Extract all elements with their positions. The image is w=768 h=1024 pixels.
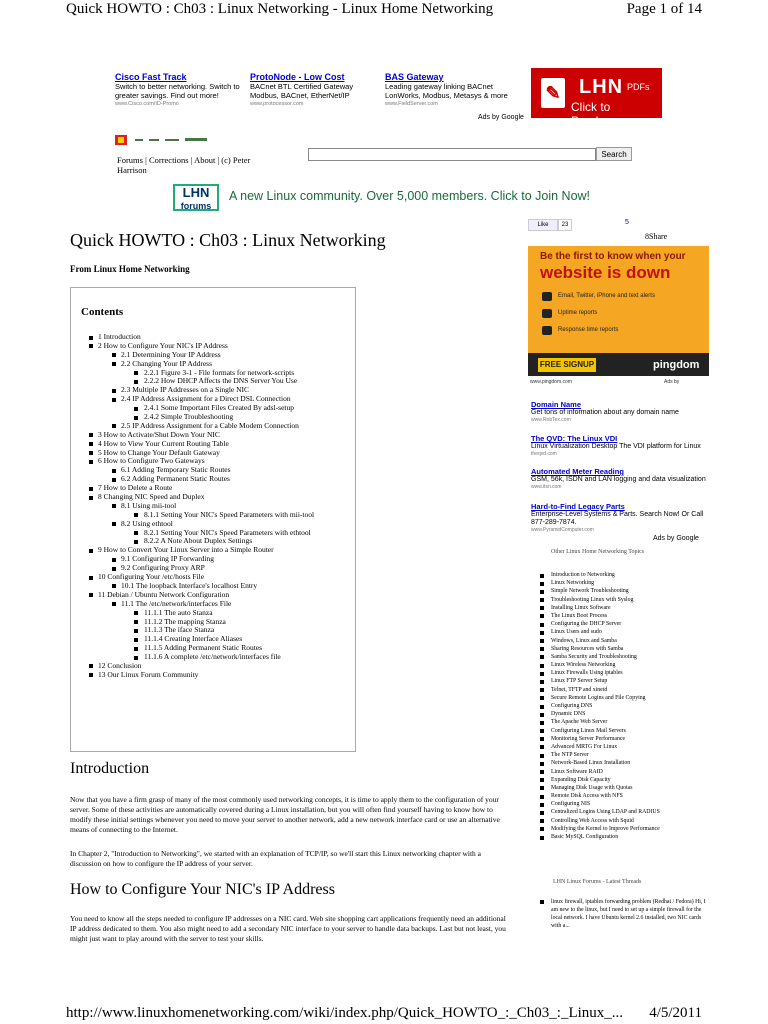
- toc-item[interactable]: 4 How to View Your Current Routing Table: [71, 440, 355, 449]
- print-footer-date: 4/5/2011: [649, 1005, 702, 1021]
- pingdom-line1: Be the first to know when your: [540, 251, 686, 262]
- forum-thread[interactable]: linux firewall, iptables forwarding problem (Redhat / Fedora) Hi, I am new to the linux, but I need to set up a simple firewall for the local network. I have Ubuntu kernel 2.6 installed, two NIC cards with a...: [540, 898, 711, 930]
- pingdom-ads-by: Ads by: [664, 379, 680, 385]
- free-signup-button[interactable]: FREE SIGNUP: [538, 358, 596, 372]
- topic-link[interactable]: Advanced MRTG For Linux: [540, 743, 720, 751]
- topic-link[interactable]: Linux Networking: [540, 579, 720, 587]
- side-ad-text: Get tons of information about any domain name: [531, 409, 679, 416]
- pingdom-logo: pingdom: [653, 359, 700, 371]
- topic-link[interactable]: Secure Remote Logins and File Copying: [540, 694, 720, 702]
- ad-url: www.Cisco.com/ID-Promo: [115, 101, 179, 107]
- toc-item[interactable]: 12 Conclusion: [71, 662, 355, 671]
- side-ad-1[interactable]: [531, 400, 711, 423]
- side-ad-url: www.PyramidComputer.com: [531, 527, 594, 534]
- topic-link[interactable]: Introduction to Networking: [540, 571, 720, 579]
- threads-title: LHN Linux Forums - Latest Threads: [553, 879, 642, 885]
- nav-forums[interactable]: Forums: [117, 155, 143, 165]
- topic-link[interactable]: Linux Software RAID: [540, 768, 720, 776]
- toc-item[interactable]: 8.1 Using mii-tool: [71, 502, 355, 511]
- side-ad-url: theqvd.com: [531, 451, 557, 458]
- side-ad-title[interactable]: Domain Name: [531, 400, 582, 409]
- topic-link[interactable]: Monitoring Server Performance: [540, 735, 720, 743]
- toc-item[interactable]: 2.3 Multiple IP Addresses on a Single NIC: [71, 386, 355, 395]
- toc-item[interactable]: 1 Introduction: [71, 333, 355, 342]
- nav-about[interactable]: About: [194, 155, 216, 165]
- share-count[interactable]: 5: [625, 219, 629, 226]
- side-ad-text: Linux Virtualization Desktop The VDI platform for Linux: [531, 443, 701, 450]
- topic-link[interactable]: Centralized Logins Using LDAP and RADIUS: [540, 808, 720, 816]
- ad-text: BACnet BTL Certified Gateway Modbus, BACnet, EtherNet/IP: [250, 82, 354, 100]
- side-ad-3[interactable]: [531, 467, 711, 490]
- site-logo[interactable]: [115, 133, 255, 147]
- toc-item[interactable]: 2.2.2 How DHCP Affects the DNS Server You Use: [71, 377, 355, 386]
- share-label[interactable]: 8Share: [645, 232, 668, 241]
- side-ad-url: www.RobTex.com: [531, 417, 571, 424]
- pingdom-urls: [530, 379, 711, 385]
- nav-separator: |: [188, 155, 195, 165]
- toc-item[interactable]: 9.2 Configuring Proxy ARP: [71, 564, 355, 573]
- intro-heading: Introduction: [70, 760, 150, 777]
- topic-link[interactable]: Sharing Resources with Samba: [540, 645, 720, 653]
- topic-link[interactable]: Configuring NIS: [540, 800, 720, 808]
- topic-link[interactable]: Controlling Web Access with Squid: [540, 817, 720, 825]
- ads-by-google[interactable]: Ads by Google: [653, 535, 699, 542]
- topic-link[interactable]: Installing Linux Software: [540, 604, 720, 612]
- topic-link[interactable]: Samba Security and Troubleshooting: [540, 653, 720, 661]
- config-paragraph-1: You need to know all the steps needed to configure IP addresses on a NIC card. Web site shopping cart applications frequently need an additional IP address dedicated to them. You also might need to add a secondary NIC interface to your server to handle data backups. Last but not least, you might just want to play around with the server to test your skills.: [70, 914, 506, 943]
- side-ad-title[interactable]: Hard-to-Find Legacy Parts: [531, 502, 625, 511]
- toc-item[interactable]: 9.1 Configuring IP Forwarding: [71, 555, 355, 564]
- topics-title: Other Linux Home Networking Topics: [551, 549, 645, 555]
- side-ad-text: Enterprise-Level Systems & Parts. Search Now! Or Call 877-289-7874.: [531, 511, 704, 527]
- phone-icon: [542, 292, 552, 301]
- search-input[interactable]: [308, 148, 596, 161]
- topic-link[interactable]: Configuring the DHCP Server: [540, 620, 720, 628]
- lhn-forums-logo: [173, 184, 219, 211]
- ad-url: www.protocessor.com: [250, 101, 304, 107]
- topic-link[interactable]: Basic MySQL Configuration: [540, 833, 720, 841]
- pingdom-url: www.pingdom.com: [530, 379, 572, 385]
- toc-item[interactable]: 10.1 The loopback Interface's localhost Entry: [71, 582, 355, 591]
- toc-item[interactable]: 2.4.1 Some Important Files Created By adsl-setup: [71, 404, 355, 413]
- toc-item[interactable]: 3 How to Activate/Shut Down Your NIC: [71, 431, 355, 440]
- toc-item[interactable]: 7 How to Delete a Route: [71, 484, 355, 493]
- page-subtitle: From Linux Home Networking: [70, 264, 190, 274]
- toc-item[interactable]: 2 How to Configure Your NIC's IP Address: [71, 342, 355, 351]
- topics-list: [540, 571, 720, 841]
- toc-item[interactable]: 8.2.2 A Note About Duplex Settings: [71, 537, 355, 546]
- topic-link[interactable]: Windows, Linux and Samba: [540, 637, 720, 645]
- toc-item[interactable]: 6.1 Adding Temporary Static Routes: [71, 466, 355, 475]
- side-ad-2[interactable]: [531, 434, 711, 457]
- pdf-purchase-ad[interactable]: [531, 68, 662, 128]
- side-ad-title[interactable]: Automated Meter Reading: [531, 467, 624, 476]
- topic-link[interactable]: Remote Disk Access with NFS: [540, 792, 720, 800]
- toc-item[interactable]: 6.2 Adding Permanent Static Routes: [71, 475, 355, 484]
- topic-link[interactable]: Troubleshooting Linux with Syslog: [540, 596, 720, 604]
- toc-item[interactable]: 11.1.2 The mapping Stanza: [71, 618, 355, 627]
- toc-list: [71, 333, 355, 680]
- toc-item[interactable]: 6 How to Configure Two Gateways: [71, 457, 355, 466]
- topic-link[interactable]: Linux Users and sudo: [540, 628, 720, 636]
- intro-paragraph-1: Now that you have a firm grasp of many of the most commonly used networking concepts, it is time to apply them to the configuration of your server. Some of these activities are automatically covered during a Linux installation, but you will often find yourself having to know how to modify these initial settings whenever you need to move your server to another network, add a new network interface card or use an alternative means of connecting to the Internet.: [70, 795, 500, 834]
- print-header-page: Page 1 of 14: [626, 1, 702, 17]
- table-of-contents: [70, 287, 356, 752]
- toc-item[interactable]: 8.2 Using ethtool: [71, 520, 355, 529]
- config-heading: How to Configure Your NIC's IP Address: [70, 881, 335, 898]
- search-button[interactable]: Search: [596, 147, 632, 161]
- topic-link[interactable]: Telnet, TFTP and xinetd: [540, 686, 720, 694]
- topic-link[interactable]: Linux Firewalls Using iptables: [540, 669, 720, 677]
- pingdom-feature: Uptime reports: [558, 310, 598, 316]
- like-button[interactable]: Like: [528, 219, 558, 231]
- toc-item[interactable]: 8.2.1 Setting Your NIC's Speed Parameters with ethtool: [71, 529, 355, 538]
- gauge-icon: [542, 326, 552, 335]
- toc-item[interactable]: 9 How to Convert Your Linux Server into a Simple Router: [71, 546, 355, 555]
- top-ad-1[interactable]: [115, 72, 243, 107]
- toc-item[interactable]: 11.1.3 The iface Stanza: [71, 626, 355, 635]
- topic-link[interactable]: Dynamic DNS: [540, 710, 720, 718]
- banner-logo-top: LHN: [182, 185, 210, 200]
- pdf-ad-brand: LHN: [579, 76, 624, 98]
- toc-item[interactable]: 2.4 IP Address Assignment for a Direct DSL Connection: [71, 395, 355, 404]
- topic-link[interactable]: The NTP Server: [540, 751, 720, 759]
- toc-item[interactable]: 2.1 Determining Your IP Address: [71, 351, 355, 360]
- top-ad-3[interactable]: [385, 72, 513, 107]
- print-footer-url: http://www.linuxhomenetworking.com/wiki/index.php/Quick_HOWTO_:_Ch03_:_Linux_...: [66, 1005, 624, 1021]
- toc-item[interactable]: 8 Changing NIC Speed and Duplex: [71, 493, 355, 502]
- ad-url: www.FieldServer.com: [385, 101, 438, 107]
- nav-corrections[interactable]: Corrections: [148, 155, 189, 165]
- intro-paragraph-2: In Chapter 2, "Introduction to Networking", we started with an explanation of TCP/IP, so we'll start this Linux networking chapter with a discussion on how to configure the IP address of your server.: [70, 849, 482, 868]
- pdf-ad-suffix: PDFs: [627, 82, 650, 92]
- pingdom-line2: website is down: [540, 263, 671, 282]
- toc-title: Contents: [81, 306, 124, 318]
- topic-link[interactable]: Configuring DNS: [540, 702, 720, 710]
- pingdom-ad[interactable]: [528, 246, 709, 376]
- topic-link[interactable]: Modifying the Kernel to Improve Performance: [540, 825, 720, 833]
- topic-link[interactable]: Linux FTP Server Setup: [540, 677, 720, 685]
- toc-item[interactable]: 11 Debian / Ubuntu Network Configuration: [71, 591, 355, 600]
- uptime-icon: [542, 309, 552, 318]
- print-header-title: Quick HOWTO : Ch03 : Linux Networking - Linux Home Networking: [66, 1, 494, 17]
- toc-item[interactable]: 11.1 The /etc/network/interfaces File: [71, 600, 355, 609]
- topic-link[interactable]: Simple Network Troubleshooting: [540, 587, 720, 595]
- nav-separator: |: [142, 155, 149, 165]
- side-ad-url: www.itsn.com: [531, 484, 562, 491]
- ad-text: Switch to better networking. Switch to greater savings. Find out more!: [115, 82, 240, 100]
- pdf-ad-cta: Click to Purchase: [571, 100, 622, 128]
- topic-link[interactable]: The Apache Web Server: [540, 718, 720, 726]
- ad-text: Leading gateway linking BACnet LonWorks, Modbus, Metasys & more: [385, 82, 508, 100]
- topic-link[interactable]: The Linux Boot Process: [540, 612, 720, 620]
- toc-item[interactable]: 2.2 Changing Your IP Address: [71, 360, 355, 369]
- toc-item[interactable]: 2.4.2 Simple Troubleshooting: [71, 413, 355, 422]
- banner-text: A new Linux community. Over 5,000 members. Click to Join Now!: [229, 189, 591, 203]
- side-ad-text: GSM, 56k, ISDN and LAN logging and data visualization: [531, 476, 706, 483]
- toc-item[interactable]: 11.1.4 Creating Interface Aliases: [71, 635, 355, 644]
- topic-link[interactable]: Managing Disk Usage with Quotas: [540, 784, 720, 792]
- page-title: Quick HOWTO : Ch03 : Linux Networking: [70, 230, 386, 250]
- pingdom-feature: Email, Twitter, iPhone and text alerts: [558, 293, 655, 299]
- side-ad-title[interactable]: The QVD: The Linux VDI: [531, 434, 618, 443]
- toc-item[interactable]: 2.2.1 Figure 3-1 - File formats for network-scripts: [71, 369, 355, 378]
- ads-by-google[interactable]: Ads by Google: [478, 114, 524, 121]
- site-nav: [117, 155, 277, 175]
- topic-link[interactable]: Linux Wireless Networking: [540, 661, 720, 669]
- topic-link[interactable]: Network-Based Linux Installation: [540, 759, 720, 767]
- nav-copyright: | (c) Peter Harrison: [117, 155, 251, 175]
- toc-item[interactable]: 13 Our Linux Forum Community: [71, 671, 355, 680]
- topic-link[interactable]: Configuring Linux Mail Servers: [540, 727, 720, 735]
- topic-link[interactable]: Expanding Disk Capacity: [540, 776, 720, 784]
- toc-item[interactable]: 2.5 IP Address Assignment for a Cable Modem Connection: [71, 422, 355, 431]
- banner-logo-bottom: forums: [180, 201, 212, 211]
- ad-title[interactable]: ProtoNode - Low Cost: [250, 72, 345, 82]
- toc-item[interactable]: 5 How to Change Your Default Gateway: [71, 449, 355, 458]
- pdf-icon: ✎: [541, 78, 565, 108]
- side-ad-4[interactable]: [531, 502, 711, 533]
- like-count: 23: [558, 219, 572, 231]
- ad-title[interactable]: BAS Gateway: [385, 72, 444, 82]
- toc-item[interactable]: 11.1.1 The auto Stanza: [71, 609, 355, 618]
- toc-item[interactable]: 8.1.1 Setting Your NIC's Speed Parameters with mii-tool: [71, 511, 355, 520]
- toc-item[interactable]: 11.1.6 A complete /etc/network/interfaces file: [71, 653, 355, 662]
- top-ad-2[interactable]: [250, 72, 378, 107]
- print-header: [0, 0, 768, 22]
- ad-title[interactable]: Cisco Fast Track: [115, 72, 187, 82]
- pingdom-feature: Response time reports: [558, 327, 619, 333]
- toc-item[interactable]: 10 Configuring Your /etc/hosts File: [71, 573, 355, 582]
- toc-item[interactable]: 11.1.5 Adding Permanent Static Routes: [71, 644, 355, 653]
- forum-banner[interactable]: [171, 183, 609, 213]
